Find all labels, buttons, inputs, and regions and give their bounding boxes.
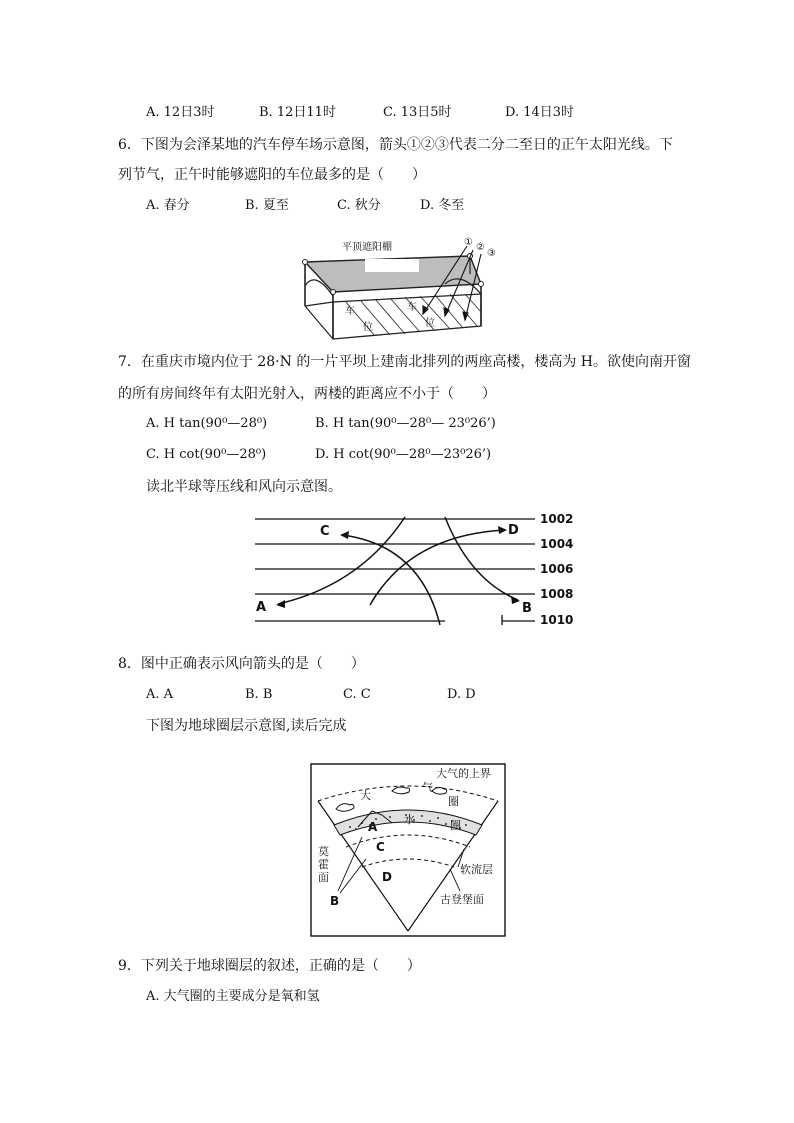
gutenberg-label: 古登堡面: [440, 893, 484, 906]
hydro-circle-char: 圈: [450, 819, 461, 832]
moho-char-3: 面: [318, 871, 329, 884]
wind-label-b: B: [522, 601, 532, 616]
q8-option-d: D. D: [447, 687, 476, 702]
ray-label-1: ①: [464, 237, 473, 248]
label-b: B: [330, 894, 340, 908]
q7-option-a: A. H tan(90⁰—28⁰): [146, 416, 268, 431]
earth-layers-figure: [310, 763, 506, 937]
q6-option-c: C. 秋分: [337, 198, 381, 213]
q8-stem: 8．图中正确表示风向箭头的是（ ）: [118, 656, 365, 672]
moho-char-2: 霍: [318, 858, 329, 871]
label-a: A: [368, 820, 378, 834]
q5-option-d: D. 14日3时: [505, 105, 575, 120]
slot-char-3: 车: [407, 302, 417, 313]
atmo-char-3: 圈: [448, 795, 459, 808]
q7-stem-line2: 的所有房间终年有太阳光射入，两楼的距离应不小于（ ）: [118, 386, 496, 402]
q6-stem-line1: 6．下图为会泽某地的汽车停车场示意图，箭头①②③代表二分二至日的正午太阳光线。下: [118, 137, 673, 153]
wind-label-a: A: [256, 600, 267, 615]
water-char: 水: [404, 813, 415, 826]
q8-option-c: C. C: [343, 687, 371, 702]
isobar-label-1008: 1008: [540, 587, 574, 601]
atmo-char-1: 大: [360, 789, 371, 802]
q6-stem-line2: 列节气，正午时能够遮阳的车位最多的是（ ）: [118, 167, 426, 183]
ray-label-2: ②: [476, 242, 485, 253]
wind-arrow-c: [342, 535, 440, 625]
ray-label-3: ③: [487, 248, 496, 259]
q6-option-d: D. 冬至: [420, 198, 465, 213]
parking-lot-figure: [295, 234, 505, 346]
q9-stem: 9．下列关于地球圈层的叙述，正确的是（ ）: [118, 958, 421, 974]
q7-stem-line1: 7．在重庆市境内位于 28·N 的一片平坝上建南北排列的两座高楼，楼高为 H。欲使向南开窗: [118, 354, 691, 370]
roof-blank-patch: [365, 259, 419, 272]
wind-label-c: C: [320, 524, 330, 539]
wind-arrow-a: [278, 517, 405, 604]
q7-option-d: D. H cot(90⁰—28⁰—23⁰26’): [315, 447, 492, 462]
atmo-char-2: 气: [422, 781, 433, 794]
q5-option-b: B. 12日11时: [259, 105, 336, 120]
q5-option-a: A. 12日3时: [146, 105, 215, 120]
isobar-label-1002: 1002: [540, 512, 574, 526]
isobar-label-1006: 1006: [540, 562, 574, 576]
isobar-label-1010: 1010: [540, 613, 574, 627]
q9-option-a: A. 大气圈的主要成分是氧和氢: [146, 989, 320, 1004]
q6-option-b: B. 夏至: [245, 198, 289, 213]
q8-option-a: A. A: [146, 687, 174, 702]
q7-option-c: C. H cot(90⁰—28⁰): [146, 447, 267, 462]
q7-option-b: B. H tan(90⁰—28⁰— 23⁰26’): [315, 416, 496, 431]
slot-char-2: 位: [363, 322, 373, 333]
pressure-intro: 读北半球等压线和风向示意图。: [146, 479, 342, 495]
q8-option-b: B. B: [245, 687, 273, 702]
sphere-intro: 下图为地球圈层示意图,读后完成: [146, 718, 347, 734]
roof-label: 平顶遮阳棚: [342, 242, 392, 253]
wind-label-d: D: [508, 523, 519, 538]
slot-char-1: 车: [345, 306, 355, 317]
q5-option-c: C. 13日5时: [383, 105, 452, 120]
isobar-label-1004: 1004: [540, 537, 574, 551]
isobar-figure: [250, 505, 580, 631]
asthenosphere-label: 软流层: [460, 863, 493, 876]
atmosphere-top-label: 大气的上界: [436, 767, 491, 780]
label-d: D: [382, 870, 392, 884]
moho-char-1: 莫: [318, 845, 329, 858]
q6-option-a: A. 春分: [146, 198, 190, 213]
label-c: C: [376, 840, 385, 854]
slot-char-4: 位: [425, 318, 435, 329]
